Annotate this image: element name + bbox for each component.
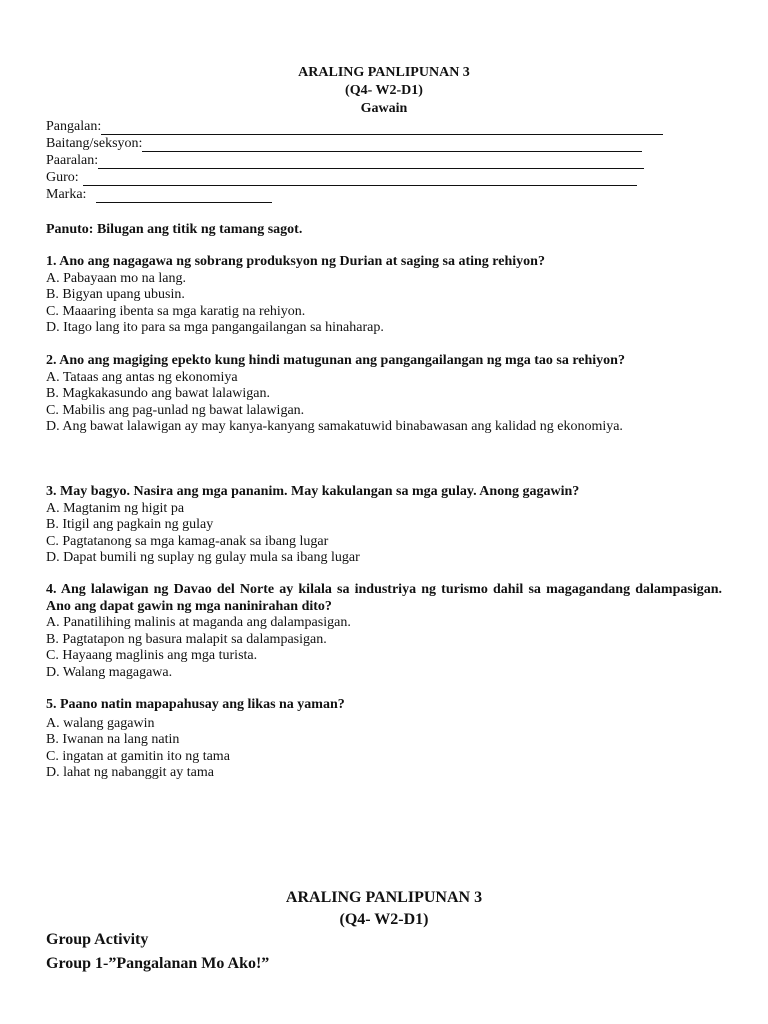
grade-section-blank[interactable] bbox=[142, 138, 642, 152]
teacher-field[interactable] bbox=[46, 169, 663, 186]
option-c[interactable]: C. Pagtatanong sa mga kamag-anak sa ibang lugar bbox=[46, 533, 329, 549]
option-d[interactable]: D. Itago lang ito para sa mga pangangailangan sa hinaharap. bbox=[46, 320, 384, 335]
name-field[interactable] bbox=[46, 118, 663, 135]
option-d[interactable]: D. Ang bawat lalawigan ay may kanya-kanyang samakatuwid binabawasan ang kalidad ng ekonomiya. bbox=[46, 419, 623, 434]
option-c[interactable]: C. Mabilis ang pag-unlad ng bawat lalawigan. bbox=[46, 402, 305, 418]
option-d[interactable]: D. Walang magagawa. bbox=[46, 664, 173, 680]
question-4 bbox=[46, 582, 722, 681]
option-b[interactable]: B. Magkakasundo ang bawat lalawigan. bbox=[46, 386, 270, 401]
option-b[interactable]: B. Pagtatapon ng basura malapit sa dalampasigan. bbox=[46, 631, 327, 647]
group-activity-heading: Group Activity bbox=[46, 931, 149, 948]
school-label: Paaralan: bbox=[46, 153, 99, 168]
subject-title: ARALING PANLIPUNAN 3 bbox=[298, 65, 470, 80]
group-title: Group 1-”Pangalanan Mo Ako!” bbox=[46, 955, 270, 972]
school-field[interactable] bbox=[46, 152, 663, 169]
option-b[interactable]: B. Iwanan na lang natin bbox=[46, 732, 180, 747]
name-label: Pangalan: bbox=[46, 119, 102, 134]
second-page-header bbox=[0, 887, 768, 931]
option-d[interactable]: D. Dapat bumili ng suplay ng gulay mula sa ibang lugar bbox=[46, 550, 360, 565]
teacher-label: Guro: bbox=[46, 170, 79, 185]
worksheet-header bbox=[0, 64, 768, 118]
question-5 bbox=[46, 697, 722, 782]
question-text: 4. Ang lalawigan ng Davao del Norte ay kilala sa industriya ng turismo dahil sa magagandang dalampasigan. Ano ang dapat gawin ng mga naninirahan dito? bbox=[46, 582, 722, 614]
option-c[interactable]: C. Hayaang maglinis ang mga turista. bbox=[46, 648, 258, 663]
option-b[interactable]: B. Itigil ang pagkain ng gulay bbox=[46, 517, 214, 532]
score-blank[interactable] bbox=[96, 189, 272, 203]
group-activity-section bbox=[46, 928, 269, 976]
student-info-fields bbox=[46, 118, 663, 203]
option-c[interactable]: C. Maaaring ibenta sa mga karatig na rehiyon. bbox=[46, 303, 306, 319]
question-3 bbox=[46, 484, 722, 567]
question-text: 5. Paano natin mapapahusay ang likas na yaman? bbox=[46, 697, 345, 712]
subject-title: ARALING PANLIPUNAN 3 bbox=[285, 889, 483, 906]
grade-section-label: Baitang/seksyon: bbox=[46, 136, 143, 151]
school-blank[interactable] bbox=[98, 155, 644, 169]
grade-section-field[interactable] bbox=[46, 135, 663, 152]
activity-title: Gawain bbox=[360, 101, 408, 116]
question-text: 2. Ano ang magiging epekto kung hindi matugunan ang pangangailangan ng mga tao sa rehiyon? bbox=[46, 353, 625, 368]
option-a[interactable]: A. Magtanim ng higit pa bbox=[46, 500, 185, 516]
option-c[interactable]: C. ingatan at gamitin ito ng tama bbox=[46, 748, 230, 764]
option-a[interactable]: A. Tataas ang antas ng ekonomiya bbox=[46, 369, 238, 385]
score-field[interactable] bbox=[46, 186, 663, 203]
question-text: 1. Ano ang nagagawa ng sobrang produksyon ng Durian at saging sa ating rehiyon? bbox=[46, 254, 545, 269]
question-1 bbox=[46, 254, 722, 337]
name-blank[interactable] bbox=[101, 121, 663, 135]
option-a[interactable]: A. Pabayaan mo na lang. bbox=[46, 270, 186, 286]
question-text: 3. May bagyo. Nasira ang mga pananim. May kakulangan sa mga gulay. Anong gagawin? bbox=[46, 484, 580, 499]
quarter-code: (Q4- W2-D1) bbox=[345, 83, 423, 98]
teacher-blank[interactable] bbox=[83, 172, 637, 186]
score-label: Marka: bbox=[46, 187, 87, 202]
question-2 bbox=[46, 353, 722, 436]
option-a[interactable]: A. Panatilihing malinis at maganda ang dalampasigan. bbox=[46, 615, 351, 630]
option-b[interactable]: B. Bigyan upang ubusin. bbox=[46, 287, 185, 302]
quarter-code: (Q4- W2-D1) bbox=[339, 911, 429, 928]
option-d[interactable]: D. lahat ng nabanggit ay tama bbox=[46, 765, 214, 780]
instructions: Panuto: Bilugan ang titik ng tamang sagot. bbox=[46, 222, 303, 237]
option-a[interactable]: A. walang gagawin bbox=[46, 715, 155, 731]
